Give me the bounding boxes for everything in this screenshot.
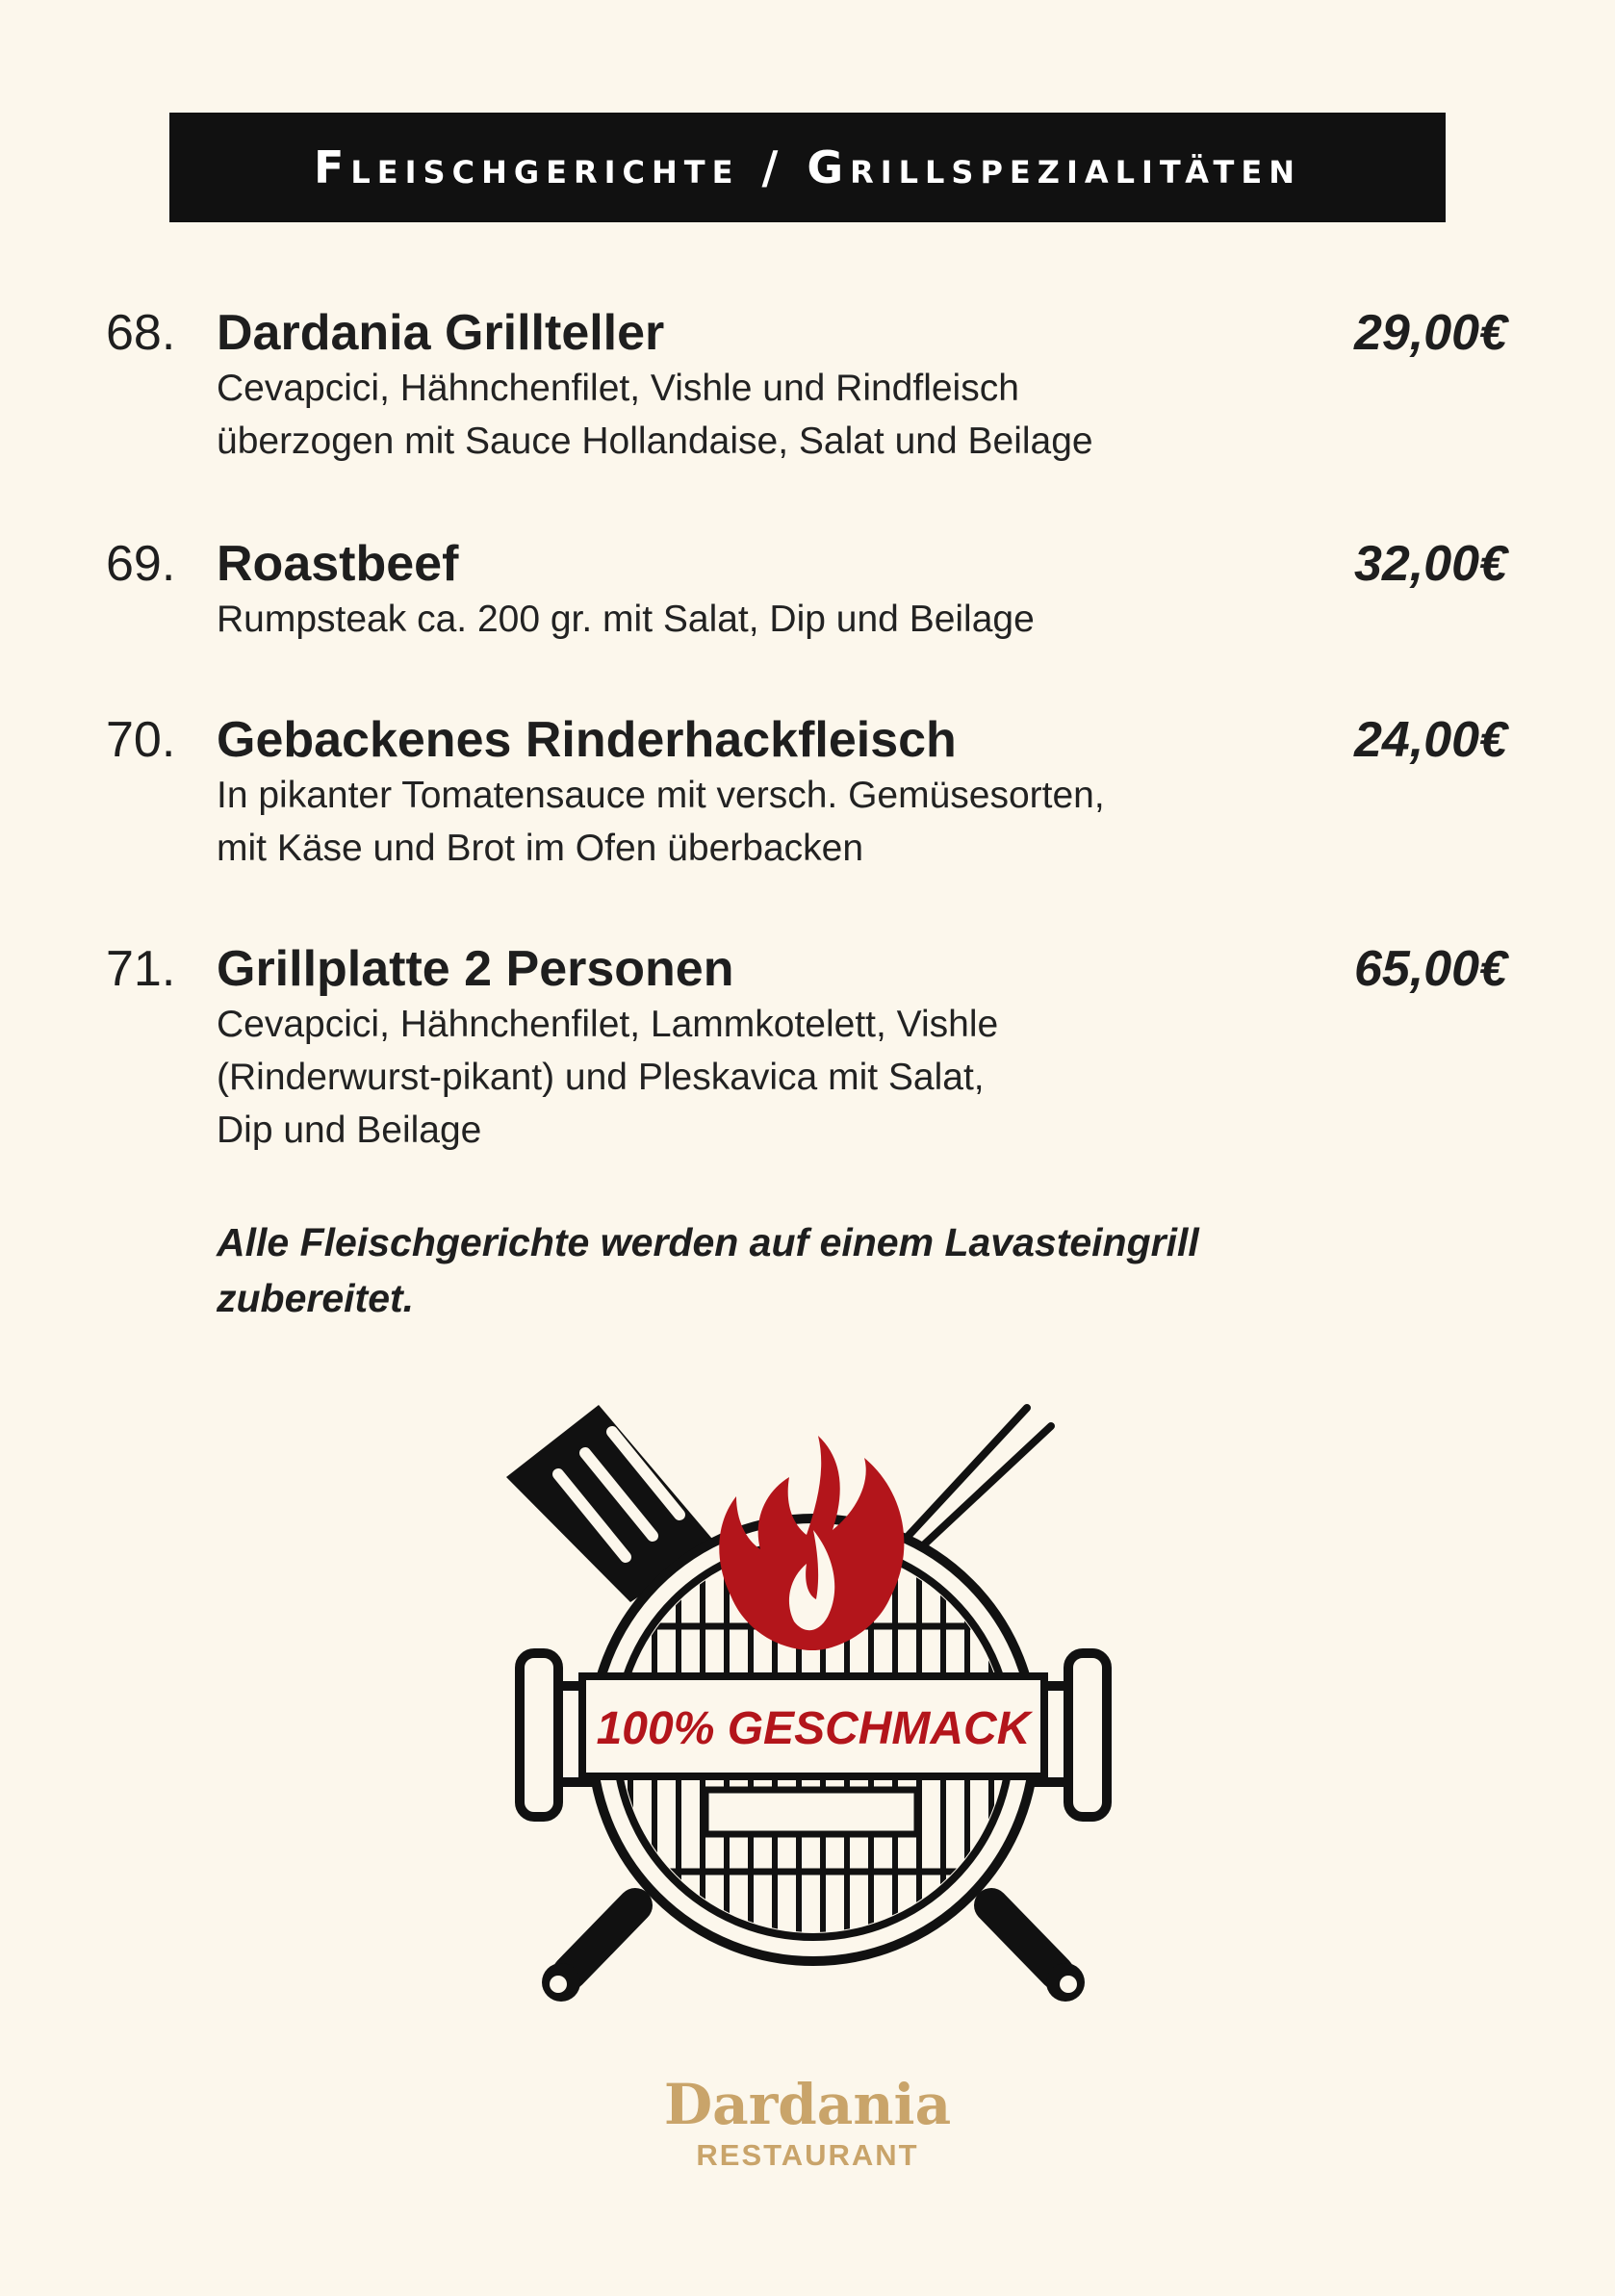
item-description xyxy=(217,998,998,1157)
item-description-line: (Rinderwurst-pikant) und Pleskavica mit Salat, xyxy=(217,1057,985,1098)
item-description-line: Cevapcici, Hähnchenfilet, Vishle und Rindfleisch xyxy=(217,368,1019,409)
item-description-line: Rumpsteak ca. 200 gr. mit Salat, Dip und Beilage xyxy=(217,599,1035,640)
item-name: Dardania Grillteller xyxy=(217,305,665,361)
item-description xyxy=(217,362,1093,468)
brand-name: Dardania xyxy=(663,2072,952,2137)
brand-subtitle: RESTAURANT xyxy=(696,2138,919,2172)
grill-fire-icon xyxy=(500,1386,1126,2011)
item-name: Grillplatte 2 Personen xyxy=(217,941,734,997)
item-number: 70. xyxy=(106,712,176,768)
flame-icon xyxy=(719,1436,904,1650)
section-title: Fleischgerichte / Grillspezialitäten xyxy=(313,141,1302,193)
grill-note-line: zubereitet. xyxy=(217,1276,415,1320)
item-description-line: überzogen mit Sauce Hollandaise, Salat und Beilage xyxy=(217,421,1093,462)
item-name: Gebackenes Rinderhackfleisch xyxy=(217,712,957,768)
item-description-line: Dip und Beilage xyxy=(217,1110,482,1151)
item-description-line: In pikanter Tomatensauce mit versch. Gemüsesorten, xyxy=(217,775,1105,816)
item-number: 71. xyxy=(106,941,176,997)
section-title-bar xyxy=(169,113,1446,222)
item-number: 68. xyxy=(106,305,176,361)
logo-badge-text: 100% GESCHMACK xyxy=(596,1703,1031,1754)
item-description-line: mit Käse und Brot im Ofen überbacken xyxy=(217,828,864,869)
item-price: 65,00€ xyxy=(1353,941,1507,997)
grill-note-line: Alle Fleischgerichte werden auf einem Lavasteingrill xyxy=(217,1220,1199,1264)
item-price: 32,00€ xyxy=(1353,536,1507,592)
item-number: 69. xyxy=(106,536,176,592)
item-description xyxy=(217,593,1035,646)
item-description xyxy=(217,769,1105,875)
brand-logo xyxy=(0,2071,1615,2173)
item-price: 29,00€ xyxy=(1353,305,1507,361)
item-description-line: Cevapcici, Hähnchenfilet, Lammkotelett, Vishle xyxy=(217,1004,999,1045)
item-price: 24,00€ xyxy=(1353,712,1507,768)
grill-note xyxy=(217,1214,1199,1326)
item-name: Roastbeef xyxy=(217,536,459,592)
